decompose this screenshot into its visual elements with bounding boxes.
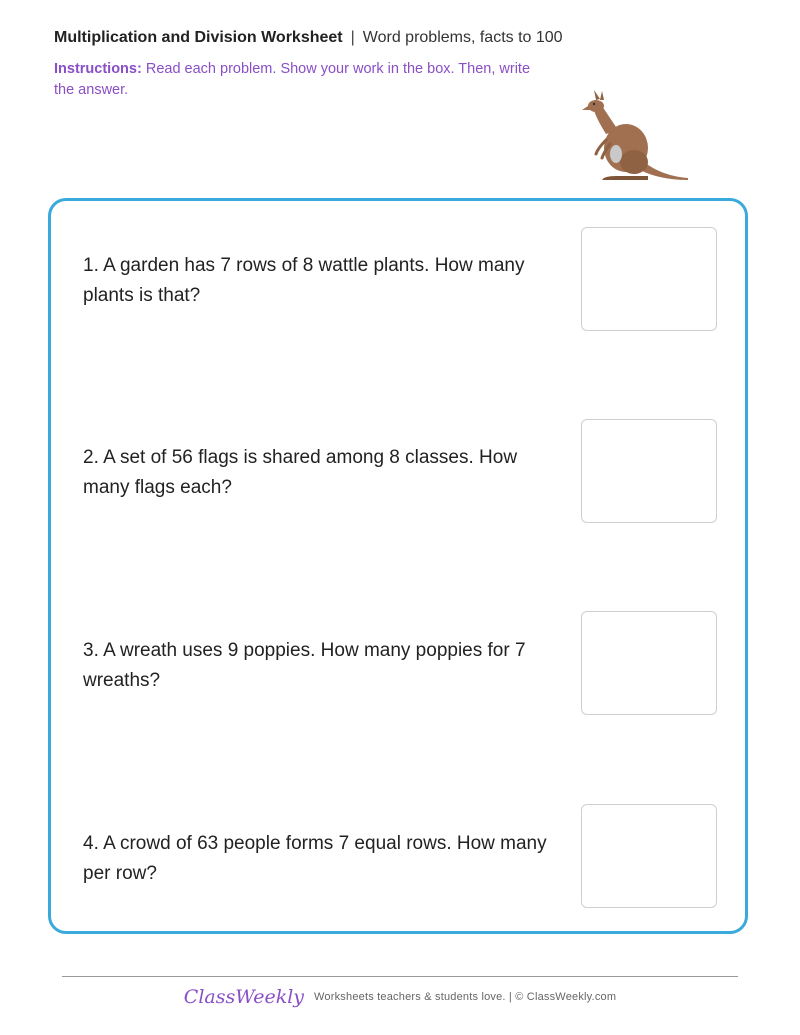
instructions — [54, 59, 534, 101]
brand-logo: ClassWeekly — [183, 986, 305, 1008]
problems-panel — [48, 198, 748, 934]
kangaroo-icon — [576, 90, 692, 186]
problem-2: 2. A set of 56 flags is shared among 8 classes. How many flags each? — [83, 447, 518, 498]
problem-3: 3. A wreath uses 9 poppies. How many poppies for 7 wreaths? — [83, 640, 526, 691]
problem-4: 4. A crowd of 63 people forms 7 equal rows. How many per row? — [83, 833, 547, 884]
worksheet-subtitle: Word problems, facts to 100 — [362, 29, 563, 46]
footer-tagline: Worksheets teachers & students love. | © ClassWeekly.com — [314, 991, 617, 1003]
worksheet-title: Multiplication and Division Worksheet — [54, 29, 343, 46]
footer-divider — [62, 976, 738, 977]
answer-box-3[interactable] — [581, 611, 717, 715]
footer — [0, 986, 800, 1008]
header-separator: | — [350, 29, 355, 46]
instructions-text: Read each problem. Show your work in the box. Then, write the answer. — [54, 61, 531, 98]
answer-box-4[interactable] — [581, 804, 717, 908]
answer-box-2[interactable] — [581, 419, 717, 523]
instructions-label: Instructions: — [54, 61, 142, 77]
worksheet-header — [54, 28, 563, 48]
answer-box-1[interactable] — [581, 227, 717, 331]
problem-1: 1. A garden has 7 rows of 8 wattle plants. How many plants is that? — [83, 255, 525, 306]
